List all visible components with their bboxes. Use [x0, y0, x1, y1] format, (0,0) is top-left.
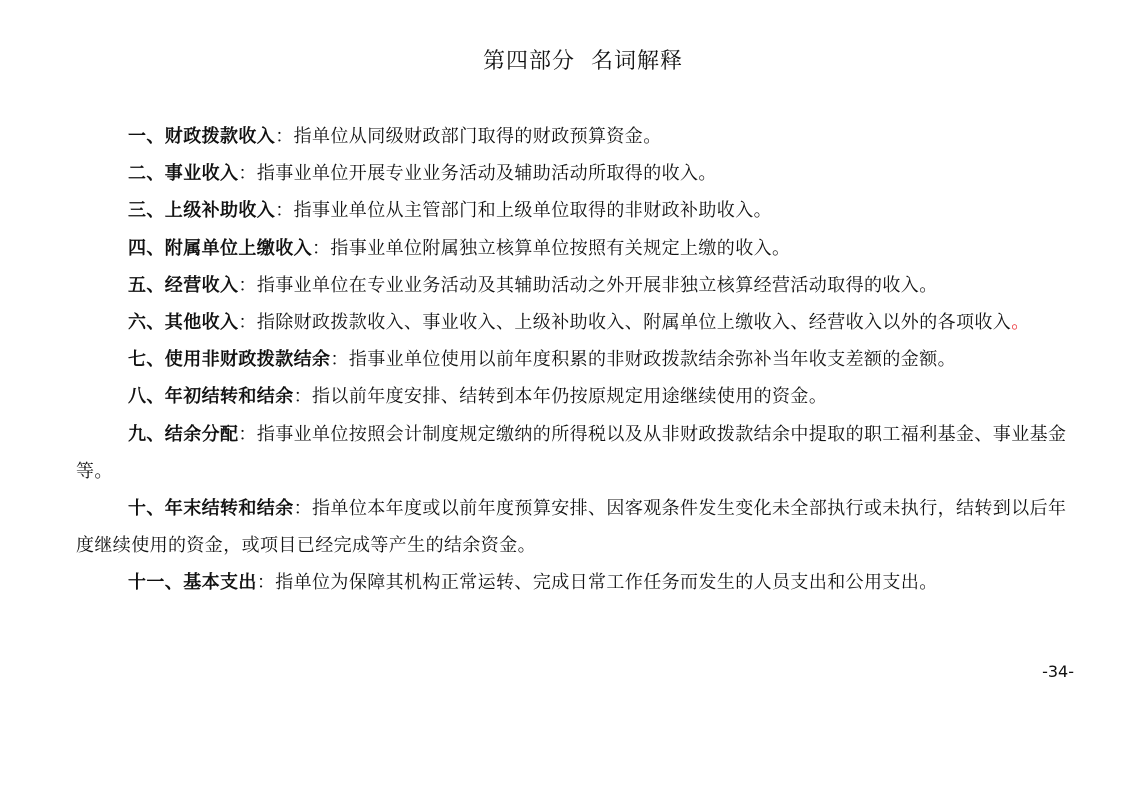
- definition-text: 指单位本年度或以前年度预算安排、因客观条件发生变化未全部执行或未执行，结转到以后年度继续使用的资金，或项目已经完成等产生的结余资金。: [76, 498, 1067, 557]
- definition-item: [76, 490, 1076, 564]
- definition-text: 指事业单位附属独立核算单位按照有关规定上缴的收入。: [330, 237, 791, 259]
- definition-text: 指单位从同级财政部门取得的财政预算资金。: [293, 126, 662, 147]
- definition-separator: ：: [275, 126, 294, 147]
- definition-text: 指事业单位使用以前年度积累的非财政拨款结余弥补当年收支差额的金额。: [348, 349, 957, 371]
- definition-separator: ：: [238, 274, 257, 296]
- definition-list: [76, 118, 1076, 602]
- definition-separator: ：: [238, 312, 257, 334]
- definition-item: [76, 155, 1076, 192]
- definition-separator: ：: [293, 386, 313, 408]
- definition-term: 十一、基本支出: [128, 572, 257, 594]
- definition-tail-mark: 。: [1011, 312, 1030, 334]
- definition-separator: ：: [312, 237, 331, 259]
- definition-separator: ：: [238, 423, 257, 445]
- definition-text: 指事业单位开展专业业务活动及辅助活动所取得的收入。: [256, 163, 717, 185]
- definition-separator: ：: [330, 349, 349, 371]
- definition-term: 八、年初结转和结余: [128, 386, 294, 408]
- definition-item: [76, 378, 1076, 415]
- definition-separator: ：: [293, 498, 313, 520]
- definition-item: [76, 192, 1076, 229]
- definition-item: [76, 416, 1076, 490]
- definition-term: 十、年末结转和结余: [128, 498, 294, 520]
- definition-item: [76, 564, 1076, 601]
- page-number: -34-: [1042, 662, 1074, 681]
- definition-item: [76, 230, 1076, 267]
- definition-item: [76, 118, 1076, 155]
- definition-separator: ：: [275, 200, 294, 222]
- definition-term: 四、附属单位上缴收入: [128, 237, 312, 259]
- definition-term: 一、财政拨款收入: [128, 126, 276, 147]
- definition-separator: ：: [256, 572, 276, 594]
- definition-text: 指事业单位从主管部门和上级单位取得的非财政补助收入。: [293, 200, 773, 222]
- definition-text: 指事业单位按照会计制度规定缴纳的所得税以及从非财政拨款结余中提取的职工福利基金、事业基金等。: [76, 423, 1067, 482]
- definition-item: [76, 267, 1076, 304]
- definition-text: 指除财政拨款收入、事业收入、上级补助收入、附属单位上缴收入、经营收入以外的各项收入: [256, 312, 1012, 334]
- definition-separator: ：: [238, 163, 257, 185]
- page-title: 第四部分 名词解释: [483, 49, 683, 74]
- definition-item: [76, 341, 1076, 378]
- definition-text: 指单位为保障其机构正常运转、完成日常工作任务而发生的人员支出和公用支出。: [275, 572, 938, 594]
- definition-term: 九、结余分配: [128, 423, 239, 445]
- definition-term: 六、其他收入: [128, 312, 239, 334]
- definition-term: 七、使用非财政拨款结余: [128, 349, 331, 371]
- definition-term: 五、经营收入: [128, 274, 239, 296]
- definition-item: [76, 304, 1076, 341]
- definition-text: 指事业单位在专业业务活动及其辅助活动之外开展非独立核算经营活动取得的收入。: [256, 274, 938, 296]
- definition-term: 三、上级补助收入: [128, 200, 276, 222]
- definition-term: 二、事业收入: [128, 163, 239, 185]
- definition-text: 指以前年度安排、结转到本年仍按原规定用途继续使用的资金。: [312, 386, 828, 408]
